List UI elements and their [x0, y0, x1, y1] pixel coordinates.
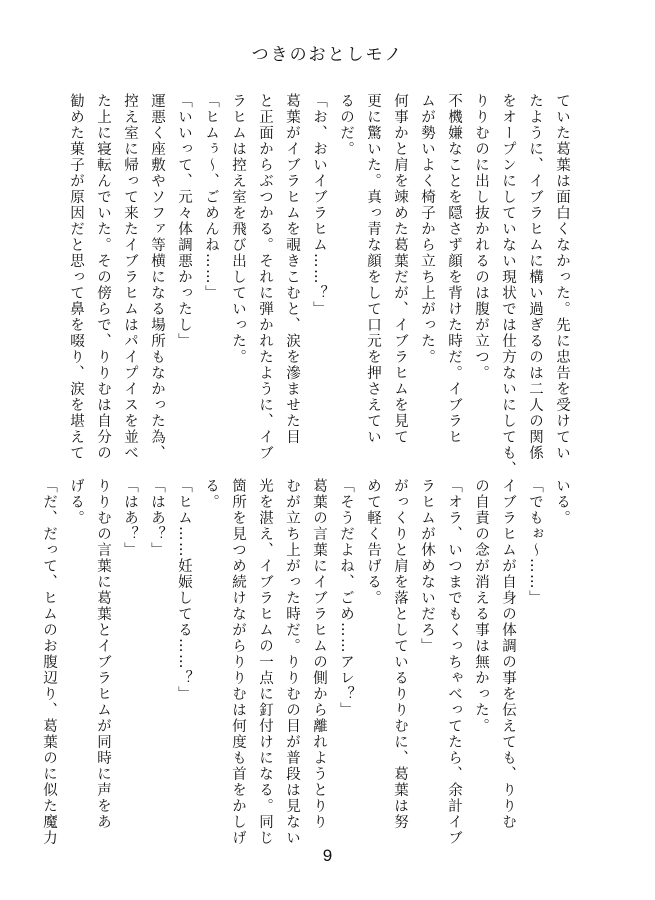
text-line: 「はあ？」 [122, 478, 138, 558]
text-line: りりむの言葉に葛葉とイブラヒムが同時に声をあ [95, 478, 111, 830]
text-line: 「お、おいイブラヒム……？」 [311, 93, 327, 317]
text-line: 「オラ、いつまでもくっちゃべってたら、余計イブ [446, 478, 462, 846]
text-line: りりむのに出し抜かれるのは腹が立つ。 [473, 93, 489, 381]
text-line: げる。 [68, 478, 84, 526]
text-line: 「だ、だって、ヒムのお腹辺り、葛葉のに似た魔力 [41, 478, 57, 846]
text-line: ていた葛葉は面白くなかった。先に忠告を受けてい [554, 93, 570, 461]
text-line: 何事かと肩を竦めた葛葉だが、イブラヒムを見て [392, 93, 408, 445]
text-line: る。 [203, 478, 219, 510]
text-line: めて軽く告げる。 [365, 478, 381, 606]
text-line: と正面からぶつかる。それに弾かれたように、イブ [257, 93, 273, 461]
page-number: 9 [322, 846, 333, 865]
text-line: をオープンにしていない現状では仕方ないにしても、 [500, 93, 516, 477]
text-line: 更に驚いた。真っ青な顔をして口元を押さえてい [365, 93, 381, 445]
text-line: がっくりと肩を落としているりりむに、葛葉は努 [392, 478, 408, 830]
text-line: むが立ち上がった時だ。りりむの目が普段は見ない [284, 478, 300, 846]
text-line: 不機嫌なことを隠さず顔を背けた時だ。イブラヒ [446, 93, 462, 445]
text-block-top [68, 93, 575, 477]
text-line: 「ヒムぅ〜、ごめんね……」 [203, 93, 219, 301]
text-block-bottom [41, 478, 575, 846]
text-line: 運悪く座敷やソファ等横になる場所もなかった為、 [149, 93, 165, 461]
text-line: ラヒムが休めないだろ」 [419, 478, 435, 654]
text-line: 箇所を見つめ続けながらりりむは何度も首をかしげ [230, 478, 246, 846]
text-line: 勧めた菓子が原因だと思って鼻を啜り、涙を堪えて [68, 93, 84, 461]
text-line: 「そうだよね、ごめ……アレ？」 [338, 478, 354, 718]
text-line: た上に寝転んでいた。その傍らで、りりむは自分の [95, 93, 111, 461]
text-line: ラヒムは控え室を飛び出していった。 [230, 93, 246, 365]
text-line: 「でもぉ〜……」 [527, 478, 543, 606]
text-line: ムが勢いよく椅子から立ち上がった。 [419, 93, 435, 365]
text-line: るのだ。 [338, 93, 354, 157]
text-line: たように、イブラヒムに構い過ぎるのは二人の関係 [527, 93, 543, 461]
text-line: 「はあ？」 [149, 478, 165, 558]
text-line: 葛葉の言葉にイブラヒムの側から離れようとりり [311, 478, 327, 830]
text-line: 「ヒム……妊娠してる……？」 [176, 478, 192, 702]
page-title: つきのおとしモノ [251, 45, 404, 65]
text-line: イブラヒムが自身の体調の事を伝えても、りりむ [500, 478, 516, 830]
text-line: 葛葉がイブラヒムを覗きこむと、涙を滲ませた目 [284, 93, 300, 445]
text-line: 「いいって、元々体調悪かったし」 [176, 93, 192, 349]
text-line: の自責の念が消える事は無かった。 [473, 478, 489, 734]
text-line: 控え室に帰って来たイブラヒムはパイプイスを並べ [122, 93, 138, 461]
text-line: いる。 [554, 478, 570, 526]
text-line: 光を湛え、イブラヒムの一点に釘付けになる。同じ [257, 478, 273, 846]
